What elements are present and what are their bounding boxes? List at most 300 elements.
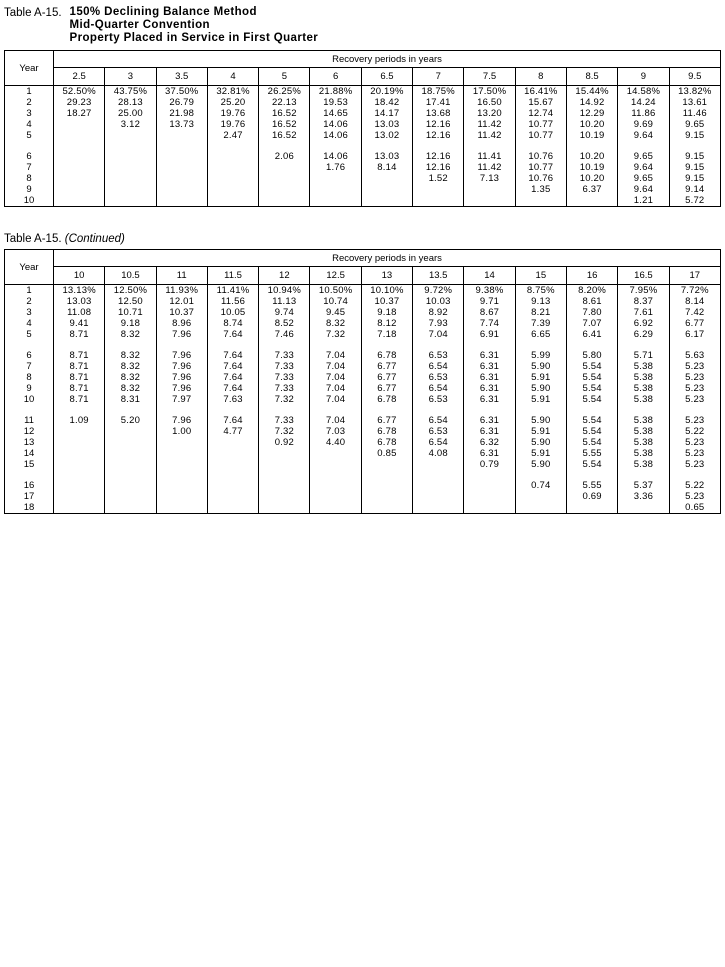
rate-cell: 3.36 xyxy=(618,491,669,502)
spacer-cell xyxy=(464,340,515,350)
column-header-3: 3 xyxy=(105,68,156,86)
rate-cell xyxy=(207,151,258,162)
rate-cell: 5.90 xyxy=(515,415,566,426)
rate-cell: 11.13 xyxy=(259,296,310,307)
rate-cell xyxy=(413,480,464,491)
table-two-header xyxy=(5,250,721,285)
rate-cell: 5.72 xyxy=(669,195,720,207)
spacer-cell xyxy=(618,470,669,480)
rate-cell: 13.61 xyxy=(669,97,720,108)
rate-cell xyxy=(54,162,105,173)
rate-cell: 8.14 xyxy=(361,162,412,173)
rate-cell: 7.96 xyxy=(156,350,207,361)
table-two-body xyxy=(5,285,721,514)
spacer-cell xyxy=(5,470,54,480)
rate-cell xyxy=(54,480,105,491)
rate-cell xyxy=(156,502,207,514)
rate-cell: 7.61 xyxy=(618,307,669,318)
rate-cell: 7.95% xyxy=(618,285,669,297)
spacer-cell xyxy=(618,340,669,350)
spacer-cell xyxy=(361,340,412,350)
column-header-13: 13 xyxy=(361,267,412,285)
rate-cell: 11.93% xyxy=(156,285,207,297)
rate-cell: 5.91 xyxy=(515,372,566,383)
rate-cell xyxy=(207,195,258,207)
rate-cell xyxy=(361,502,412,514)
rate-cell: 18.75% xyxy=(413,86,464,98)
rate-cell: 7.04 xyxy=(310,361,361,372)
rate-cell xyxy=(105,195,156,207)
rate-cell xyxy=(566,502,617,514)
rate-cell xyxy=(54,173,105,184)
rate-cell: 13.20 xyxy=(464,108,515,119)
rate-cell: 20.19% xyxy=(361,86,412,98)
rate-cell: 7.64 xyxy=(207,372,258,383)
rate-cell xyxy=(413,184,464,195)
rate-cell: 7.04 xyxy=(310,383,361,394)
rate-cell: 6.53 xyxy=(413,394,464,405)
year-cell: 12 xyxy=(5,426,54,437)
rate-cell: 11.42 xyxy=(464,119,515,130)
rate-cell: 10.77 xyxy=(515,130,566,141)
year-cell: 3 xyxy=(5,108,54,119)
rate-cell: 5.38 xyxy=(618,394,669,405)
rate-cell: 16.52 xyxy=(259,108,310,119)
rate-cell: 7.96 xyxy=(156,329,207,340)
column-header-9: 9 xyxy=(618,68,669,86)
rate-cell: 5.90 xyxy=(515,437,566,448)
column-header-11.5: 11.5 xyxy=(207,267,258,285)
rate-cell xyxy=(259,491,310,502)
table-row xyxy=(5,130,721,141)
spacer-cell xyxy=(5,141,54,151)
rate-cell: 1.52 xyxy=(413,173,464,184)
rate-cell: 26.25% xyxy=(259,86,310,98)
column-header-8: 8 xyxy=(515,68,566,86)
table-row xyxy=(5,162,721,173)
rate-cell xyxy=(361,173,412,184)
rate-cell: 5.90 xyxy=(515,459,566,470)
rate-cell: 14.17 xyxy=(361,108,412,119)
table-two-continued-text: (Continued) xyxy=(64,233,125,245)
spacer-cell xyxy=(464,405,515,415)
rate-cell: 7.64 xyxy=(207,350,258,361)
year-cell: 4 xyxy=(5,318,54,329)
table-row xyxy=(5,307,721,318)
rate-cell: 8.14 xyxy=(669,296,720,307)
rate-cell: 6.31 xyxy=(464,448,515,459)
spacer-cell xyxy=(310,405,361,415)
title-line-2: Mid-Quarter Convention xyxy=(69,19,210,31)
rate-cell: 7.07 xyxy=(566,318,617,329)
year-cell: 18 xyxy=(5,502,54,514)
rate-cell xyxy=(54,130,105,141)
spacer-cell xyxy=(259,141,310,151)
rate-cell: 5.38 xyxy=(618,415,669,426)
rate-cell xyxy=(259,184,310,195)
rate-cell: 6.53 xyxy=(413,426,464,437)
rate-cell: 5.91 xyxy=(515,394,566,405)
year-cell: 9 xyxy=(5,383,54,394)
rate-cell xyxy=(54,437,105,448)
rate-cell: 5.38 xyxy=(618,383,669,394)
rate-cell: 5.54 xyxy=(566,415,617,426)
table-row xyxy=(5,372,721,383)
rate-cell: 8.31 xyxy=(105,394,156,405)
spacer-cell xyxy=(566,141,617,151)
table-row xyxy=(5,502,721,514)
spacer-cell xyxy=(413,470,464,480)
rate-cell: 10.20 xyxy=(566,173,617,184)
table-two-column-headers xyxy=(5,267,721,285)
rate-cell: 18.27 xyxy=(54,108,105,119)
rate-cell: 19.53 xyxy=(310,97,361,108)
rate-cell: 5.23 xyxy=(669,361,720,372)
table-two-label-text: Table A-15. xyxy=(4,233,62,245)
rate-cell: 43.75% xyxy=(105,86,156,98)
rate-cell: 6.37 xyxy=(566,184,617,195)
rate-cell xyxy=(207,448,258,459)
rate-cell: 0.65 xyxy=(669,502,720,514)
rate-cell xyxy=(105,426,156,437)
rate-cell: 9.72% xyxy=(413,285,464,297)
rate-cell xyxy=(105,130,156,141)
rate-cell: 6.31 xyxy=(464,383,515,394)
rate-cell xyxy=(105,173,156,184)
rate-cell: 5.54 xyxy=(566,383,617,394)
spacer-cell xyxy=(464,470,515,480)
rate-cell xyxy=(54,151,105,162)
rate-cell xyxy=(207,184,258,195)
rate-cell: 7.33 xyxy=(259,383,310,394)
rate-cell: 5.55 xyxy=(566,480,617,491)
table-row xyxy=(5,383,721,394)
rate-cell: 5.23 xyxy=(669,491,720,502)
rate-cell: 5.90 xyxy=(515,383,566,394)
rate-cell: 6.78 xyxy=(361,394,412,405)
spacer-cell xyxy=(669,141,720,151)
year-cell: 15 xyxy=(5,459,54,470)
table-row xyxy=(5,459,721,470)
rate-cell: 10.20 xyxy=(566,151,617,162)
rate-cell xyxy=(54,184,105,195)
year-cell: 6 xyxy=(5,151,54,162)
rate-cell: 13.03 xyxy=(361,119,412,130)
rate-cell: 8.71 xyxy=(54,383,105,394)
rate-cell: 5.80 xyxy=(566,350,617,361)
rate-cell: 8.32 xyxy=(310,318,361,329)
column-header-12.5: 12.5 xyxy=(310,267,361,285)
rate-cell: 6.53 xyxy=(413,350,464,361)
year-cell: 8 xyxy=(5,173,54,184)
spacer-cell xyxy=(156,141,207,151)
year-column-header: Year xyxy=(5,250,54,285)
year-cell: 5 xyxy=(5,329,54,340)
year-cell: 3 xyxy=(5,307,54,318)
spacer-cell xyxy=(310,470,361,480)
rate-cell xyxy=(310,480,361,491)
rate-cell: 8.75% xyxy=(515,285,566,297)
rate-cell xyxy=(310,173,361,184)
rate-cell: 10.20 xyxy=(566,119,617,130)
rate-cell: 14.58% xyxy=(618,86,669,98)
rate-cell: 5.22 xyxy=(669,426,720,437)
rate-cell: 8.21 xyxy=(515,307,566,318)
year-cell: 10 xyxy=(5,195,54,207)
column-header-7.5: 7.5 xyxy=(464,68,515,86)
spacer-cell xyxy=(156,340,207,350)
depreciation-table-1 xyxy=(4,50,721,207)
rate-cell: 13.03 xyxy=(361,151,412,162)
spacer-cell xyxy=(566,340,617,350)
rate-cell: 10.50% xyxy=(310,285,361,297)
spacer-cell xyxy=(618,405,669,415)
year-cell: 1 xyxy=(5,86,54,98)
rate-cell xyxy=(464,184,515,195)
rate-cell: 8.32 xyxy=(105,329,156,340)
spacer-row xyxy=(5,340,721,350)
rate-cell: 16.52 xyxy=(259,119,310,130)
spacer-cell xyxy=(54,340,105,350)
table-title xyxy=(70,6,319,45)
rate-cell: 13.13% xyxy=(54,285,105,297)
rate-cell: 5.23 xyxy=(669,437,720,448)
rate-cell: 11.41 xyxy=(464,151,515,162)
rate-cell: 10.71 xyxy=(105,307,156,318)
table-one-wrapper xyxy=(0,50,725,207)
spacer-cell xyxy=(515,470,566,480)
rate-cell xyxy=(156,184,207,195)
rate-cell: 2.47 xyxy=(207,130,258,141)
rate-cell xyxy=(156,491,207,502)
rate-cell: 7.32 xyxy=(259,426,310,437)
rate-cell xyxy=(105,437,156,448)
rate-cell: 1.76 xyxy=(310,162,361,173)
rate-cell: 10.19 xyxy=(566,130,617,141)
rate-cell: 14.65 xyxy=(310,108,361,119)
rate-cell: 6.65 xyxy=(515,329,566,340)
rate-cell: 5.23 xyxy=(669,394,720,405)
rate-cell: 5.38 xyxy=(618,448,669,459)
rate-cell xyxy=(105,151,156,162)
column-header-8.5: 8.5 xyxy=(566,68,617,86)
rate-cell xyxy=(259,173,310,184)
table-row xyxy=(5,437,721,448)
rate-cell: 6.77 xyxy=(361,383,412,394)
rate-cell: 6.53 xyxy=(413,372,464,383)
rate-cell: 9.65 xyxy=(618,173,669,184)
rate-cell: 4.08 xyxy=(413,448,464,459)
rate-cell: 10.77 xyxy=(515,162,566,173)
rate-cell: 7.63 xyxy=(207,394,258,405)
rate-cell xyxy=(464,195,515,207)
rate-cell: 8.20% xyxy=(566,285,617,297)
rate-cell: 6.92 xyxy=(618,318,669,329)
rate-cell: 12.74 xyxy=(515,108,566,119)
rate-cell xyxy=(207,437,258,448)
rate-cell: 6.77 xyxy=(361,361,412,372)
rate-cell xyxy=(515,502,566,514)
rate-cell: 3.12 xyxy=(105,119,156,130)
rate-cell: 8.32 xyxy=(105,383,156,394)
rate-cell: 6.78 xyxy=(361,350,412,361)
rate-cell xyxy=(105,459,156,470)
rate-cell: 7.39 xyxy=(515,318,566,329)
rate-cell: 11.42 xyxy=(464,130,515,141)
rate-cell xyxy=(464,502,515,514)
rate-cell: 7.64 xyxy=(207,383,258,394)
column-header-6.5: 6.5 xyxy=(361,68,412,86)
rate-cell: 7.96 xyxy=(156,383,207,394)
rate-cell: 5.55 xyxy=(566,448,617,459)
rate-cell: 9.41 xyxy=(54,318,105,329)
rate-cell xyxy=(361,184,412,195)
rate-cell: 29.23 xyxy=(54,97,105,108)
rate-cell xyxy=(105,448,156,459)
rate-cell xyxy=(413,195,464,207)
spacer-cell xyxy=(464,141,515,151)
rate-cell: 13.73 xyxy=(156,119,207,130)
rate-cell: 10.74 xyxy=(310,296,361,307)
rate-cell: 7.33 xyxy=(259,415,310,426)
spacer-cell xyxy=(310,141,361,151)
table-row xyxy=(5,491,721,502)
rate-cell xyxy=(105,491,156,502)
spacer-cell xyxy=(207,340,258,350)
rate-cell: 10.37 xyxy=(361,296,412,307)
spacer-cell xyxy=(413,405,464,415)
rate-cell: 5.54 xyxy=(566,459,617,470)
rate-cell: 1.21 xyxy=(618,195,669,207)
spacer-cell xyxy=(413,141,464,151)
rate-cell: 13.68 xyxy=(413,108,464,119)
year-cell: 5 xyxy=(5,130,54,141)
rate-cell: 5.38 xyxy=(618,437,669,448)
rate-cell: 10.19 xyxy=(566,162,617,173)
rate-cell: 0.69 xyxy=(566,491,617,502)
rate-cell: 14.06 xyxy=(310,151,361,162)
rate-cell: 7.96 xyxy=(156,372,207,383)
rate-cell xyxy=(361,459,412,470)
rate-cell: 52.50% xyxy=(54,86,105,98)
table-one-column-headers xyxy=(5,68,721,86)
rate-cell xyxy=(105,162,156,173)
rate-cell: 7.04 xyxy=(310,372,361,383)
table-row xyxy=(5,184,721,195)
rate-cell: 8.67 xyxy=(464,307,515,318)
rate-cell xyxy=(156,151,207,162)
rate-cell: 11.86 xyxy=(618,108,669,119)
column-header-12: 12 xyxy=(259,267,310,285)
rate-cell xyxy=(156,437,207,448)
rate-cell xyxy=(413,459,464,470)
rate-cell: 5.23 xyxy=(669,372,720,383)
table-row xyxy=(5,415,721,426)
rate-cell: 12.16 xyxy=(413,119,464,130)
spacer-cell xyxy=(669,405,720,415)
rate-cell: 9.64 xyxy=(618,162,669,173)
year-cell: 8 xyxy=(5,372,54,383)
rate-cell: 6.77 xyxy=(669,318,720,329)
spacer-cell xyxy=(566,470,617,480)
rate-cell xyxy=(156,459,207,470)
rate-cell: 8.37 xyxy=(618,296,669,307)
rate-cell xyxy=(207,480,258,491)
rate-cell: 13.82% xyxy=(669,86,720,98)
rate-cell: 5.63 xyxy=(669,350,720,361)
rate-cell: 5.23 xyxy=(669,383,720,394)
rate-cell xyxy=(207,459,258,470)
rate-cell xyxy=(207,491,258,502)
rate-cell: 8.92 xyxy=(413,307,464,318)
spacer-cell xyxy=(54,470,105,480)
spacer-cell xyxy=(156,470,207,480)
rate-cell: 7.04 xyxy=(413,329,464,340)
rate-cell xyxy=(259,195,310,207)
rate-cell: 7.64 xyxy=(207,329,258,340)
rate-cell: 5.54 xyxy=(566,437,617,448)
rate-cell: 11.42 xyxy=(464,162,515,173)
table-row xyxy=(5,97,721,108)
rate-cell: 7.46 xyxy=(259,329,310,340)
rate-cell: 10.76 xyxy=(515,151,566,162)
rate-cell: 9.38% xyxy=(464,285,515,297)
rate-cell: 9.15 xyxy=(669,173,720,184)
rate-cell: 6.91 xyxy=(464,329,515,340)
rate-cell: 5.54 xyxy=(566,361,617,372)
rate-cell: 17.41 xyxy=(413,97,464,108)
rate-cell: 26.79 xyxy=(156,97,207,108)
rate-cell: 25.00 xyxy=(105,108,156,119)
rate-cell xyxy=(310,195,361,207)
rate-cell: 25.20 xyxy=(207,97,258,108)
spacer-cell xyxy=(413,340,464,350)
spacer-cell xyxy=(361,141,412,151)
spacer-cell xyxy=(259,470,310,480)
rate-cell: 0.85 xyxy=(361,448,412,459)
rate-cell xyxy=(310,448,361,459)
rate-cell: 8.71 xyxy=(54,329,105,340)
rate-cell: 12.50 xyxy=(105,296,156,307)
spacer-cell xyxy=(310,340,361,350)
rate-cell: 14.06 xyxy=(310,130,361,141)
rate-cell: 8.32 xyxy=(105,350,156,361)
year-cell: 2 xyxy=(5,97,54,108)
table-row xyxy=(5,195,721,207)
rate-cell xyxy=(259,502,310,514)
title-line-3: Property Placed in Service in First Quarter xyxy=(69,32,319,44)
spacer-cell xyxy=(259,340,310,350)
depreciation-table-2 xyxy=(4,249,721,514)
rate-cell: 8.32 xyxy=(105,372,156,383)
rate-cell: 7.93 xyxy=(413,318,464,329)
column-header-7: 7 xyxy=(413,68,464,86)
year-cell: 1 xyxy=(5,285,54,297)
rate-cell: 15.67 xyxy=(515,97,566,108)
rate-cell: 6.54 xyxy=(413,361,464,372)
rate-cell: 7.18 xyxy=(361,329,412,340)
rate-cell xyxy=(361,491,412,502)
rate-cell: 6.31 xyxy=(464,394,515,405)
column-header-2.5: 2.5 xyxy=(54,68,105,86)
column-header-10.5: 10.5 xyxy=(105,267,156,285)
rate-cell: 7.96 xyxy=(156,415,207,426)
rate-cell xyxy=(54,195,105,207)
rate-cell: 10.03 xyxy=(413,296,464,307)
rate-cell xyxy=(54,459,105,470)
rate-cell: 37.50% xyxy=(156,86,207,98)
rate-cell xyxy=(413,502,464,514)
